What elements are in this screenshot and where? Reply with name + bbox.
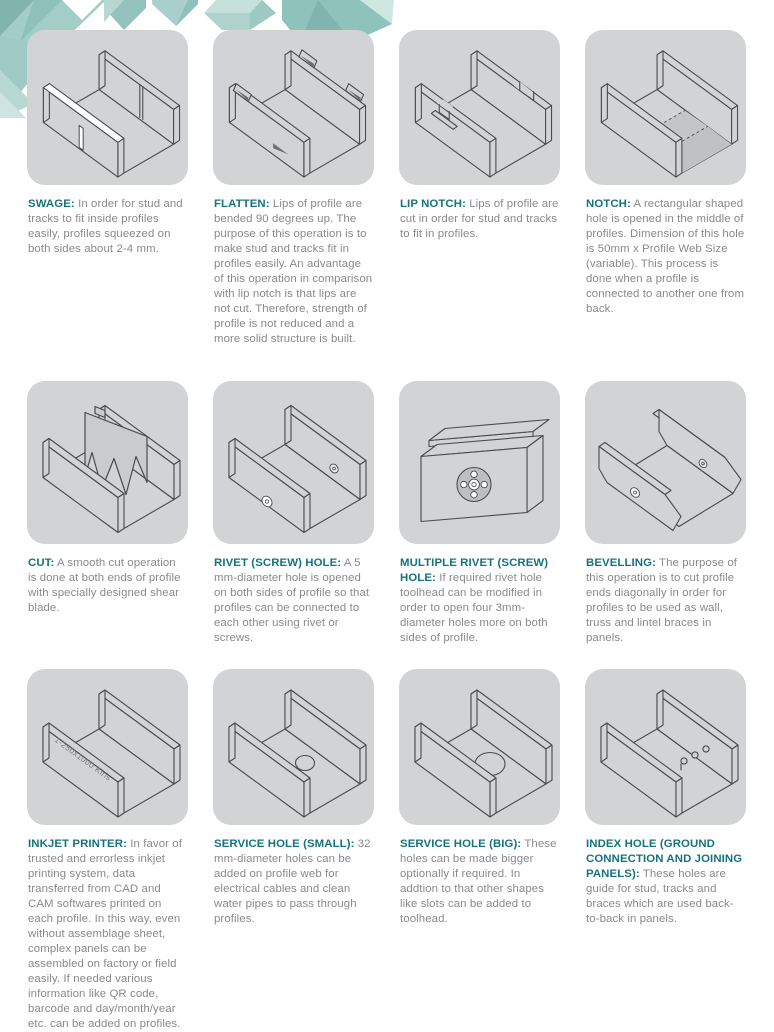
operation-card-cut xyxy=(27,381,188,616)
service-hole-small-profile-drawing xyxy=(213,669,374,825)
caption-title: FLATTEN: xyxy=(214,198,270,210)
operation-card-inkjet-printer xyxy=(27,669,188,1032)
caption-title: CUT: xyxy=(28,557,55,569)
bevelling-profile-drawing xyxy=(585,381,746,544)
multiple-rivet-hole-profile-drawing xyxy=(399,381,560,544)
caption-title: NOTCH: xyxy=(586,198,631,210)
rivet-hole-profile-drawing xyxy=(213,381,374,544)
operation-card-index-hole xyxy=(585,669,746,927)
caption xyxy=(400,197,559,242)
service-hole-big-profile-drawing xyxy=(399,669,560,825)
caption xyxy=(400,556,559,646)
caption-title: BEVELLING: xyxy=(586,557,656,569)
caption-title: MULTIPLE RIVET (SCREW) HOLE: xyxy=(400,557,549,584)
illustration-box xyxy=(399,381,560,544)
illustration-box xyxy=(213,381,374,544)
inkjet-printer-profile-drawing xyxy=(27,669,188,825)
illustration-box xyxy=(399,669,560,825)
caption xyxy=(28,837,187,1032)
illustration-box xyxy=(585,381,746,544)
caption xyxy=(28,556,187,616)
index-hole-profile-drawing xyxy=(585,669,746,825)
caption-text: These holes can be made bigger optionally if required. In addtion to that other shapes like slots can be added to toolhead. xyxy=(400,838,557,925)
operation-card-bevelling xyxy=(585,381,746,646)
caption xyxy=(214,197,373,347)
printed-profile-label: 1-250x1000 Kiris xyxy=(52,735,113,783)
caption-title: SERVICE HOLE (BIG): xyxy=(400,838,522,850)
caption-title: INDEX HOLE (GROUND CONNECTION AND JOINING PANELS): xyxy=(586,838,743,880)
operation-card-notch xyxy=(585,30,746,317)
caption xyxy=(214,556,373,646)
caption-title: SERVICE HOLE (SMALL): xyxy=(214,838,355,850)
caption-title: RIVET (SCREW) HOLE: xyxy=(214,557,342,569)
caption-title: LIP NOTCH: xyxy=(400,198,466,210)
caption-text: Lips of profile are cut in order for stud and tracks to fit in profiles. xyxy=(400,198,559,240)
operation-card-service-hole-big xyxy=(399,669,560,927)
caption-title: INKJET PRINTER: xyxy=(28,838,127,850)
caption-text: 32 mm-diameter holes can be added on profile web for electrical cables and clean water pipes to pass through profiles. xyxy=(214,838,371,925)
caption-text: A smooth cut operation is done at both ends of profile with specially designed shear blade. xyxy=(28,557,181,614)
illustration-box xyxy=(585,30,746,185)
caption xyxy=(400,837,559,927)
caption-text: A rectangular shaped hole is opened in the middle of profiles. Dimension of this hole is 50mm x Profile Web Size (variable). This process is done when a profile is connected to another one from back. xyxy=(586,198,745,315)
caption-text: The purpose of this operation is to cut profile ends diagonally in order for profiles to be used as wall, truss and lintel braces in panels. xyxy=(586,557,738,644)
operation-card-flatten xyxy=(213,30,374,347)
illustration-box xyxy=(213,669,374,825)
illustration-box xyxy=(27,381,188,544)
caption xyxy=(586,197,745,317)
flatten-profile-drawing xyxy=(213,30,374,185)
operation-card-swage xyxy=(27,30,188,257)
illustration-box xyxy=(399,30,560,185)
operation-card-service-hole-small xyxy=(213,669,374,927)
lip-notch-profile-drawing xyxy=(399,30,560,185)
swage-profile-drawing xyxy=(27,30,188,185)
operation-card-lip-notch xyxy=(399,30,560,242)
caption-text: These holes are guide for stud, tracks and braces which are used back-to-back in panels. xyxy=(586,868,734,925)
illustration-box xyxy=(27,669,188,825)
caption-text: A 5 mm-diameter hole is opened on both sides of profile so that profiles can be connected to each other using rivet or screws. xyxy=(214,557,370,644)
illustration-box xyxy=(213,30,374,185)
caption-text: In favor of trusted and errorless inkjet printing system, data transferred from CAD and CAM softwares printed on each profile. In this way, even without assemblage sheet, complex panels can be assembled on factory or field easily. If needed various information like QR code, barcode and day/month/year etc. can be added on profiles. xyxy=(28,838,182,1030)
caption-text: Lips of profile are bended 90 degrees up. The purpose of this operation is to make stud and tracks fit in profiles easily. An advantage of this operation in comparison with lip notch is that lips are not cut. Therefore, strength of profile is not reduced and a more solid structure is built. xyxy=(214,198,373,345)
operation-card-rivet-hole xyxy=(213,381,374,646)
illustration-box xyxy=(585,669,746,825)
operation-card-multiple-rivet-hole xyxy=(399,381,560,646)
cut-profile-drawing xyxy=(27,381,188,544)
caption-text: In order for stud and tracks to fit inside profiles easily, profiles squeezed on both sides about 2-4 mm. xyxy=(28,198,183,255)
caption xyxy=(586,556,745,646)
caption xyxy=(28,197,187,257)
illustration-box xyxy=(27,30,188,185)
notch-profile-drawing xyxy=(585,30,746,185)
caption-text: If required rivet hole toolhead can be modified in order to open four 3mm-diameter holes more on both sides of profile. xyxy=(400,572,548,644)
caption-title: SWAGE: xyxy=(28,198,75,210)
caption xyxy=(214,837,373,927)
caption xyxy=(586,837,745,927)
